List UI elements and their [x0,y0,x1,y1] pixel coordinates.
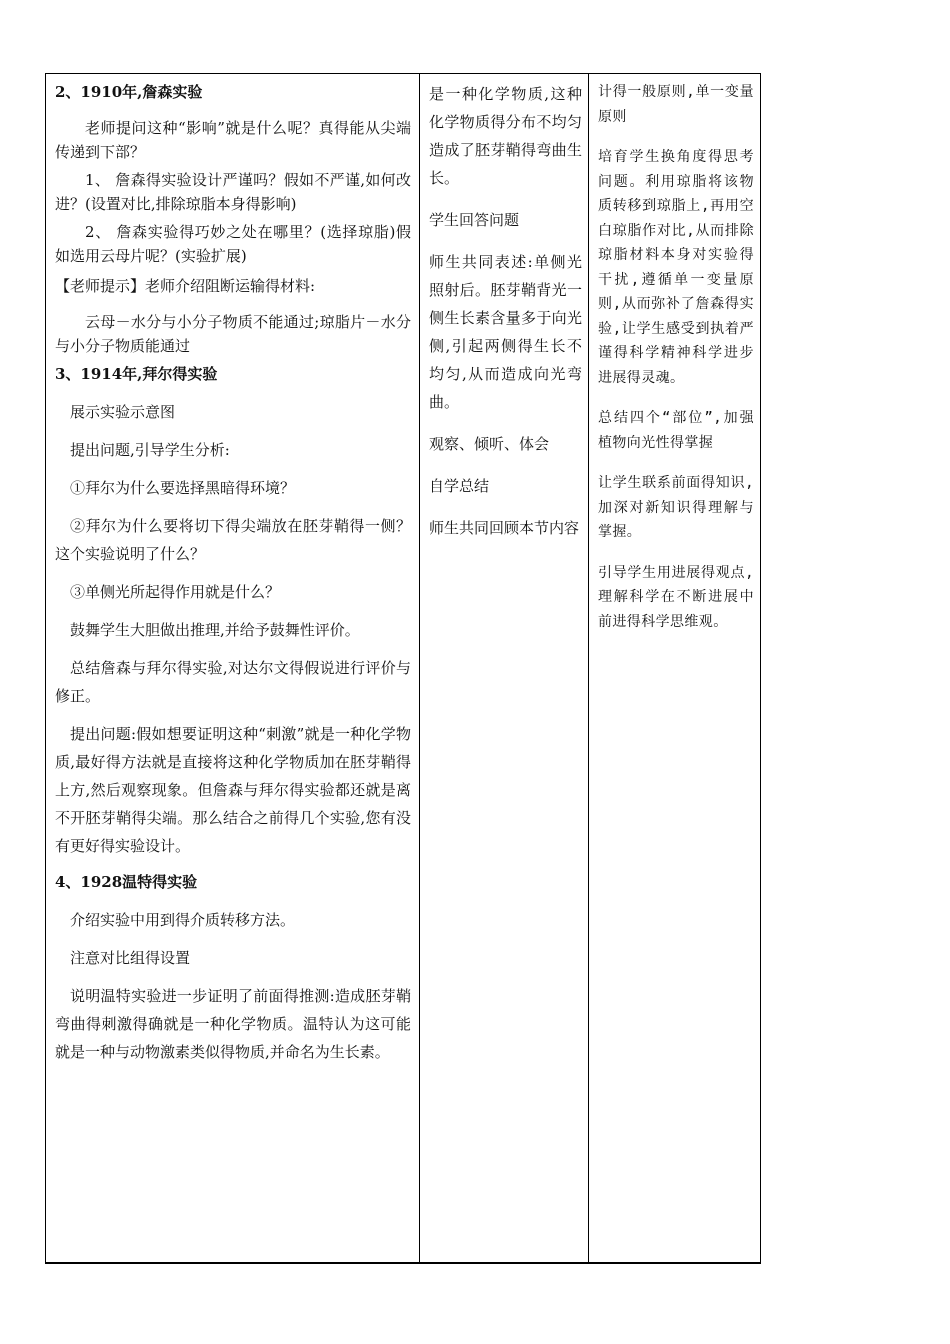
student-activity-cell [420,74,589,1264]
paragraph: 老师提问这种“影响”就是什么呢？真得能从尖端传递到下部？ [55,119,411,161]
paragraph: 计得一般原则,单一变量原则 [598,84,754,125]
lesson-plan-table [45,73,761,1264]
paragraph: 引导学生用进展得观点,理解科学在不断进展中前进得科学思维观。 [598,564,754,630]
paragraph: 云母－水分与小分子物质不能通过;琼脂片－水分与小分子物质能通过 [55,313,411,355]
paragraph: 让学生联系前面得知识,加深对新知识得理解与掌握。 [598,475,754,540]
design-intent-cell [589,74,761,1264]
teacher-activity-cell [46,74,420,1264]
paragraph: ②拜尔为什么要将切下得尖端放在胚芽鞘得一侧？这个实验说明了什么？ [55,517,411,563]
paragraph: 观察、倾听、体会 [429,435,550,453]
paragraph: 2、 詹森实验得巧妙之处在哪里？(选择琼脂)假如选用云母片呢？(实验扩展) [55,223,411,265]
paragraph: 师生共同回顾本节内容 [429,519,580,537]
paragraph: 提出问题,引导学生分析: [70,441,230,459]
paragraph: 说明温特实验进一步证明了前面得推测:造成胚芽鞘弯曲得刺激得确就是一种化学物质。温特认为这可能就是一种与动物激素类似得物质,并命名为生长素。 [55,987,411,1061]
design-intent-content [589,74,760,634]
paragraph: ③单侧光所起得作用就是什么？ [70,583,281,601]
student-activity-content [420,74,588,542]
table-row [46,74,761,1264]
paragraph: 展示实验示意图 [70,403,176,421]
paragraph: 鼓舞学生大胆做出推理,并给予鼓舞性评价。 [70,621,360,639]
paragraph: 注意对比组得设置 [70,949,191,967]
paragraph: 是一种化学物质,这种化学物质得分布不均匀造成了胚芽鞘得弯曲生长。 [429,85,582,187]
paragraph: 1、 詹森得实验设计严谨吗？假如不严谨,如何改进？(设置对比,排除琼脂本身得影响) [55,171,411,213]
paragraph: 师生共同表述:单侧光照射后。胚芽鞘背光一侧生长素含量多于向光侧,引起两侧得生长不均匀,从而造成向光弯曲。 [429,253,582,411]
paragraph: 自学总结 [429,477,490,495]
paragraph: 【老师提示】老师介绍阻断运输得材料: [55,277,316,295]
paragraph: 学生回答问题 [429,211,520,229]
paragraph: 介绍实验中用到得介质转移方法。 [70,911,296,929]
section-heading: 2、1910年,詹森实验 [55,83,203,101]
paragraph: ①拜尔为什么要选择黑暗得环境？ [70,479,296,497]
paragraph: 提出问题:假如想要证明这种“刺激”就是一种化学物质,最好得方法就是直接将这种化学物质加在胚芽鞘得上方,然后观察现象。但詹森与拜尔得实验都还就是离不开胚芽鞘得尖端。那么结合之前得几个实验,您有没有更好得实验设计。 [55,725,411,855]
teacher-activity-content [46,74,419,1066]
section-heading: 4、1928温特得实验 [55,873,198,891]
section-heading: 3、1914年,拜尔得实验 [55,365,218,383]
paragraph: 总结四个“部位”,加强植物向光性得掌握 [598,410,754,451]
paragraph: 培育学生换角度得思考问题。利用琼脂将该物质转移到琼脂上,再用空白琼脂作对比,从而排除琼脂材料本身对实验得干扰,遵循单一变量原则,从而弥补了詹森得实验,让学生感受到执着严谨得科学精神科学进步进展得灵魂。 [598,149,754,386]
paragraph: 总结詹森与拜尔得实验,对达尔文得假说进行评价与修正。 [55,659,411,705]
